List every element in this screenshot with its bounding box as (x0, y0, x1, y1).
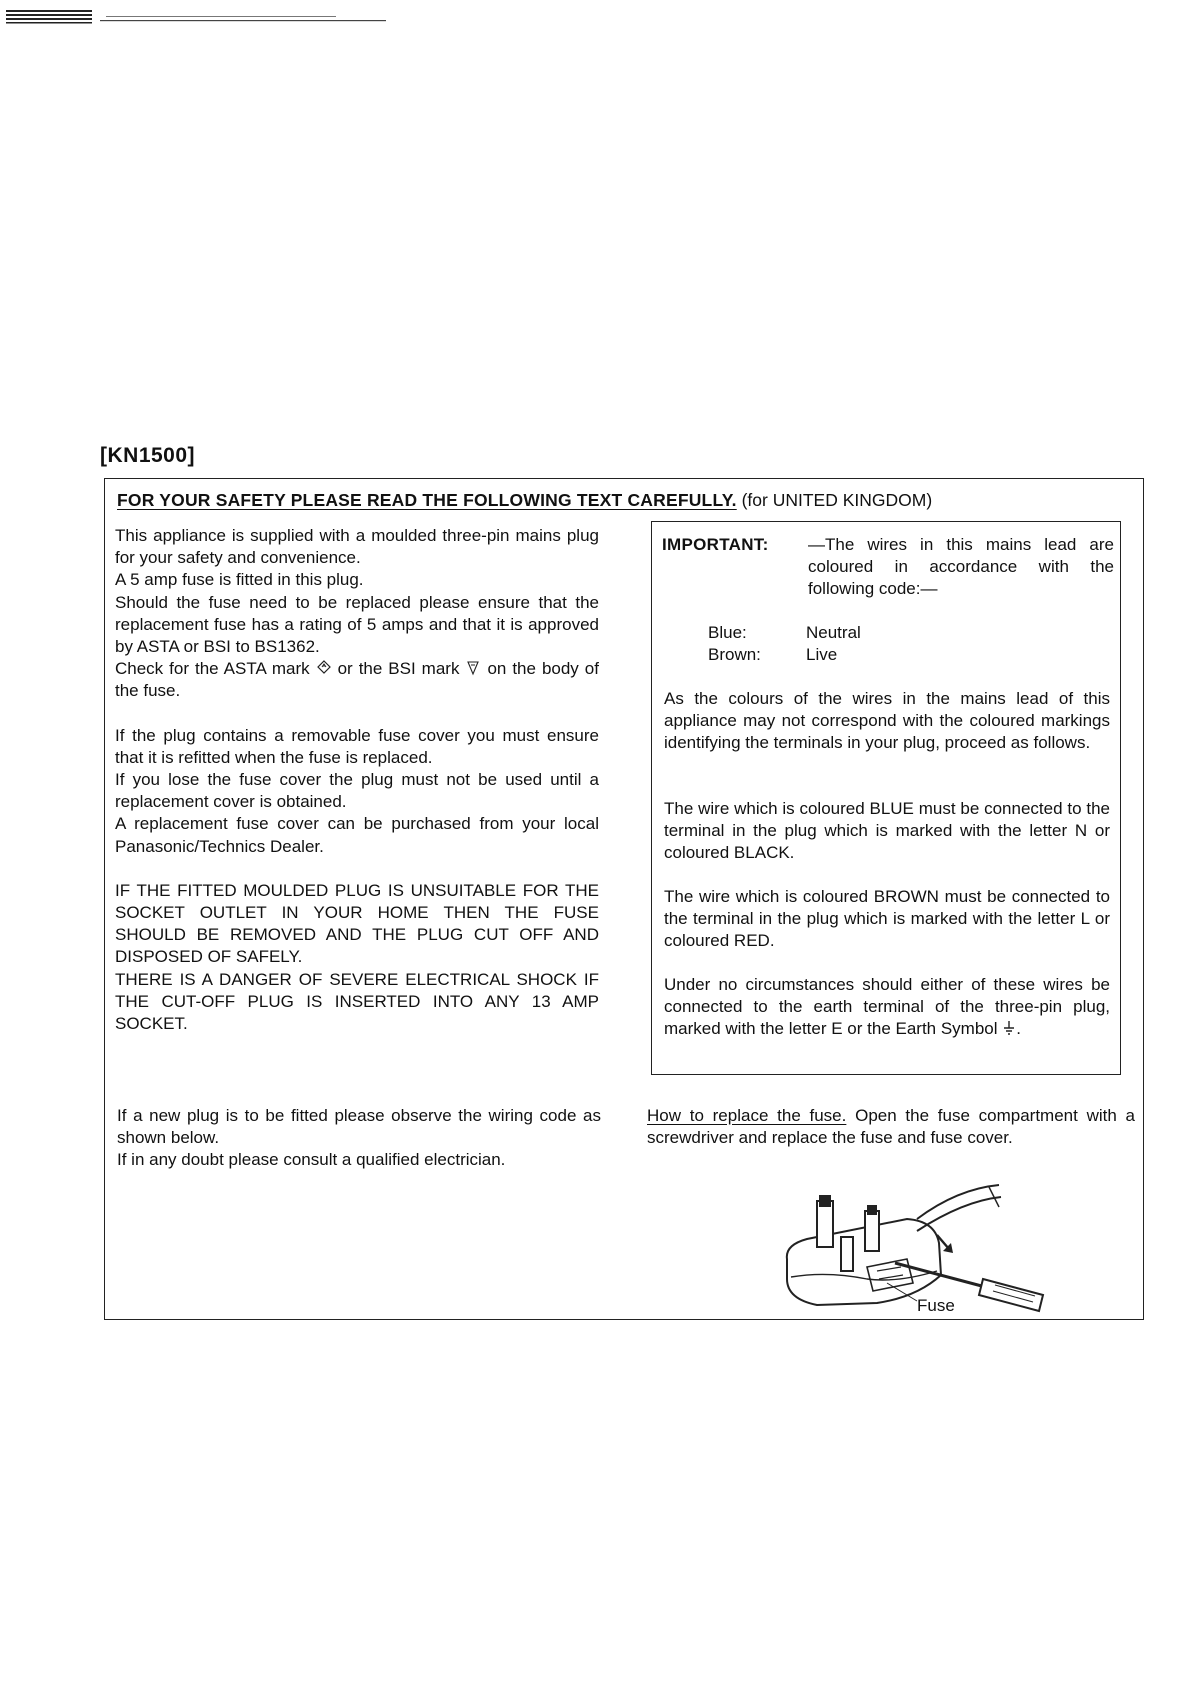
safety-notice-box (104, 478, 1144, 1320)
heading-lead: FOR YOUR SAFETY PLEASE READ THE FOLLOWING TEXT CAREFULLY. (117, 490, 737, 510)
asta-mark-icon (316, 659, 332, 677)
earth-symbol-icon (1002, 1020, 1016, 1036)
wire-colour: Brown: (708, 645, 761, 664)
notice-heading (117, 490, 1133, 511)
wire-colour: Blue: (708, 623, 747, 642)
fuse-cover-note: If the plug contains a removable fuse cover you must ensure that it is refitted when the fuse is replaced. (115, 725, 599, 767)
fuse-mark-check: Check for the ASTA mark or the BSI mark on the body of the fuse. (115, 659, 599, 701)
fuse-rating-note: A 5 amp fuse is fitted in this plug. (115, 570, 364, 590)
replacement-cover-note: A replacement fuse cover can be purchased from your local Panasonic/Technics Dealer. (115, 814, 599, 856)
fuse-instructions (115, 525, 599, 1035)
howto-text: Open the fuse compartment with a screwdriver and replace the fuse and fuse cover. (647, 1106, 1135, 1148)
important-intro: —The wires in this mains lead are coloured in accordance with the following code:— (808, 535, 1114, 599)
earth-warning: Under no circumstances should either of these wires be connected to the earth terminal of the three-pin plug, marked with the letter E or the Earth Symbol . (664, 975, 1110, 1039)
howto-title: How to replace the fuse. (647, 1106, 847, 1125)
fuse-label: Fuse (917, 1296, 955, 1315)
bsi-kitemark-icon (465, 659, 481, 677)
colour-mismatch-note: As the colours of the wires in the mains lead of this appliance may not correspond with the coloured markings identifying the terminals in your plug, proceed as follows. (664, 689, 1110, 753)
fuse-replacement-note: Should the fuse need to be replaced please ensure that the replacement fuse has a rating of 5 amps and that it is approved by ASTA or BSI to BS1362. (115, 592, 599, 657)
fuse-replacement-howto (647, 1105, 1135, 1149)
plug-intro: This appliance is supplied with a moulded three-pin mains plug for your safety and convenience. (115, 526, 599, 568)
plug-fuse-illustration (767, 1179, 1067, 1319)
blue-wire-instruction: The wire which is coloured BLUE must be connected to the terminal in the plug which is marked with the letter N or coloured BLACK. (664, 799, 1110, 863)
scan-artifact (6, 6, 386, 26)
wire-meaning: Live (806, 645, 838, 664)
unsuitable-plug-warning: IF THE FITTED MOULDED PLUG IS UNSUITABLE FOR THE SOCKET OUTLET IN YOUR HOME THEN THE FUSE SHOULD BE REMOVED AND THE PLUG CUT OFF AND DISPOSED OF SAFELY. (115, 880, 599, 967)
electric-shock-warning: THERE IS A DANGER OF SEVERE ELECTRICAL SHOCK IF THE CUT-OFF PLUG IS INSERTED INTO ANY 13 AMP SOCKET. (115, 969, 599, 1034)
new-plug-note: If a new plug is to be fitted please observe the wiring code as shown below. If in any doubt please consult a qualified electrician. (117, 1106, 601, 1170)
important-wiring-box (651, 521, 1121, 1075)
important-label: IMPORTANT: (662, 535, 769, 554)
model-code: [KN1500] (100, 444, 196, 467)
brown-wire-instruction: The wire which is coloured BROWN must be connected to the terminal in the plug which is marked with the letter L or coloured RED. (664, 887, 1110, 951)
lost-cover-note: If you lose the fuse cover the plug must not be used until a replacement cover is obtained. (115, 770, 599, 812)
heading-region: (for UNITED KINGDOM) (741, 490, 933, 510)
wire-meaning: Neutral (806, 623, 861, 642)
